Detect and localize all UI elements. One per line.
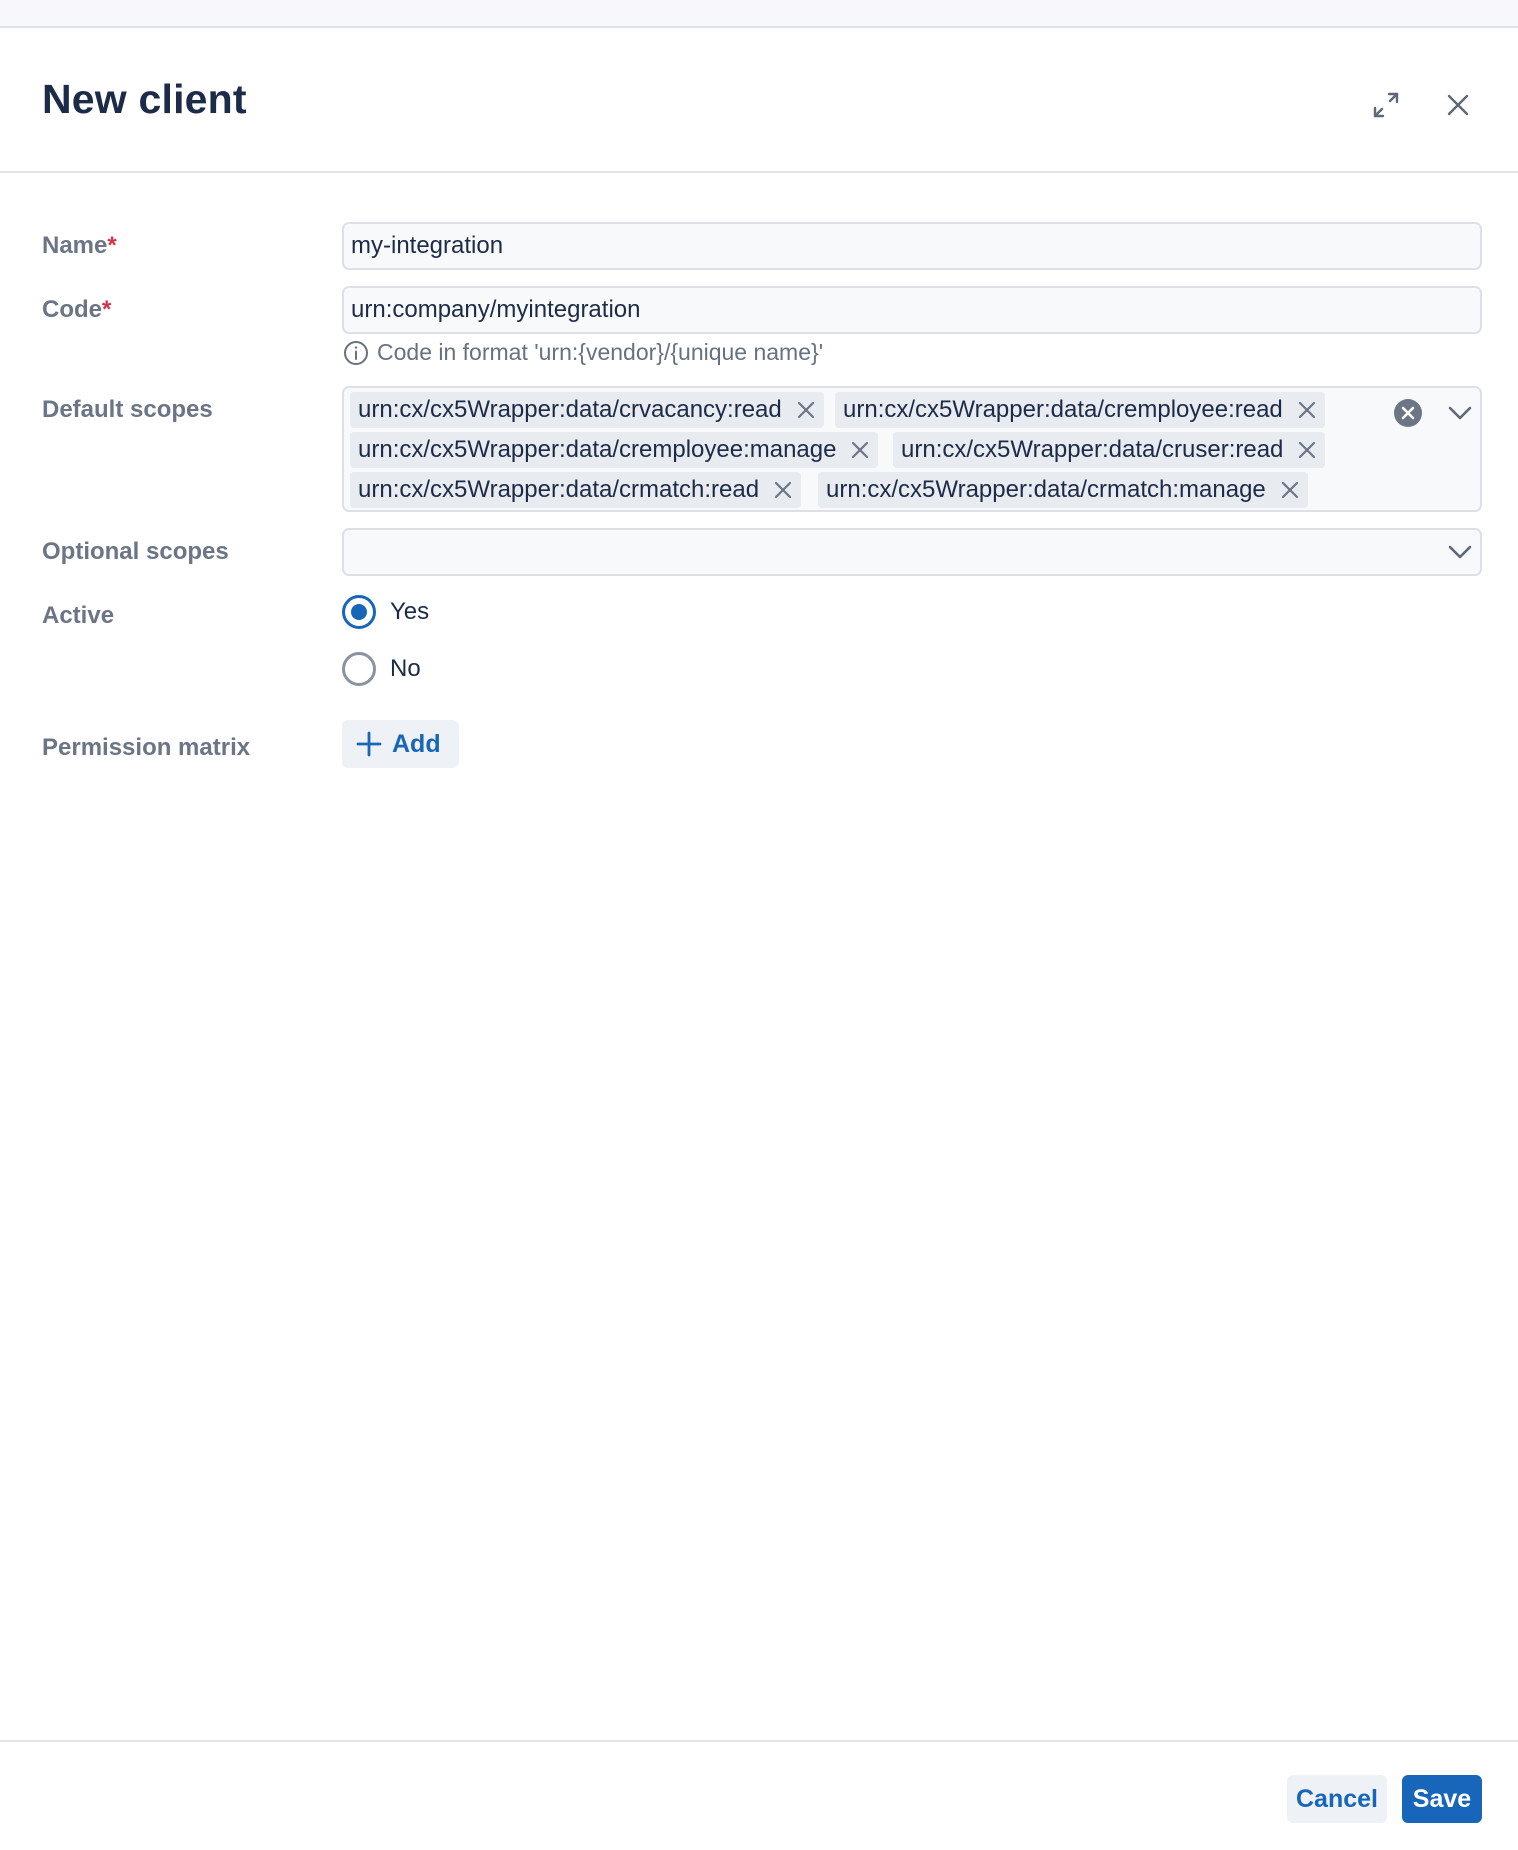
close-icon[interactable] — [1438, 85, 1478, 125]
add-button-label: Add — [392, 729, 441, 758]
name-label-text: Name — [42, 232, 108, 259]
cancel-button[interactable]: Cancel — [1287, 1775, 1387, 1823]
scope-chip-label: urn:cx/cx5Wrapper:data/cremployee:manage — [358, 436, 837, 463]
page-title: New client — [42, 76, 247, 122]
x-icon[interactable] — [1295, 438, 1319, 462]
scope-chip — [350, 392, 824, 428]
scope-chip-label: urn:cx/cx5Wrapper:data/crvacancy:read — [358, 396, 782, 423]
radio-label: No — [390, 655, 421, 682]
radio-unchecked-icon[interactable] — [342, 652, 376, 686]
name-input[interactable] — [342, 222, 1482, 270]
required-mark: * — [102, 296, 112, 323]
x-icon[interactable] — [1295, 398, 1319, 422]
x-icon[interactable] — [848, 438, 872, 462]
code-label — [42, 296, 111, 324]
x-icon[interactable] — [771, 478, 795, 502]
required-mark: * — [107, 232, 117, 259]
add-permission-button[interactable] — [342, 720, 459, 768]
scope-chip — [818, 472, 1308, 508]
scope-chip — [350, 432, 878, 468]
scope-chip — [835, 392, 1325, 428]
info-icon — [343, 340, 369, 366]
code-label-text: Code — [42, 296, 102, 323]
panel-header — [0, 30, 1518, 173]
code-hint-text: Code in format 'urn:{vendor}/{unique name}' — [377, 339, 824, 365]
active-no-radio[interactable] — [342, 652, 421, 686]
save-button[interactable]: Save — [1402, 1775, 1482, 1823]
optional-scopes-select[interactable] — [342, 528, 1482, 576]
panel-footer — [0, 1740, 1518, 1850]
radio-label: Yes — [390, 598, 430, 625]
code-input[interactable] — [342, 286, 1482, 334]
top-strip — [0, 0, 1518, 28]
scope-chip-label: urn:cx/cx5Wrapper:data/crmatch:manage — [826, 476, 1266, 503]
optional-scopes-label: Optional scopes — [42, 538, 229, 565]
radio-checked-icon[interactable] — [342, 595, 376, 629]
chevron-down-icon[interactable] — [1444, 397, 1476, 429]
scope-chip-label: urn:cx/cx5Wrapper:data/crmatch:read — [358, 476, 760, 503]
default-scopes-label: Default scopes — [42, 396, 213, 423]
active-yes-radio[interactable] — [342, 595, 429, 629]
clear-circle-icon[interactable] — [1392, 397, 1424, 429]
scope-chip-label: urn:cx/cx5Wrapper:data/cremployee:read — [843, 396, 1283, 423]
scope-chip — [893, 432, 1325, 468]
permission-matrix-label: Permission matrix — [42, 734, 251, 761]
scope-chip — [350, 472, 801, 508]
x-icon[interactable] — [794, 398, 818, 422]
chevron-down-icon[interactable] — [1444, 536, 1476, 568]
active-label: Active — [42, 602, 115, 629]
plus-icon — [356, 731, 382, 757]
expand-icon[interactable] — [1366, 85, 1406, 125]
code-hint — [343, 339, 823, 366]
name-label — [42, 232, 117, 260]
scope-chip-label: urn:cx/cx5Wrapper:data/cruser:read — [901, 436, 1284, 463]
x-icon[interactable] — [1278, 478, 1302, 502]
default-scopes-select[interactable] — [342, 386, 1482, 512]
